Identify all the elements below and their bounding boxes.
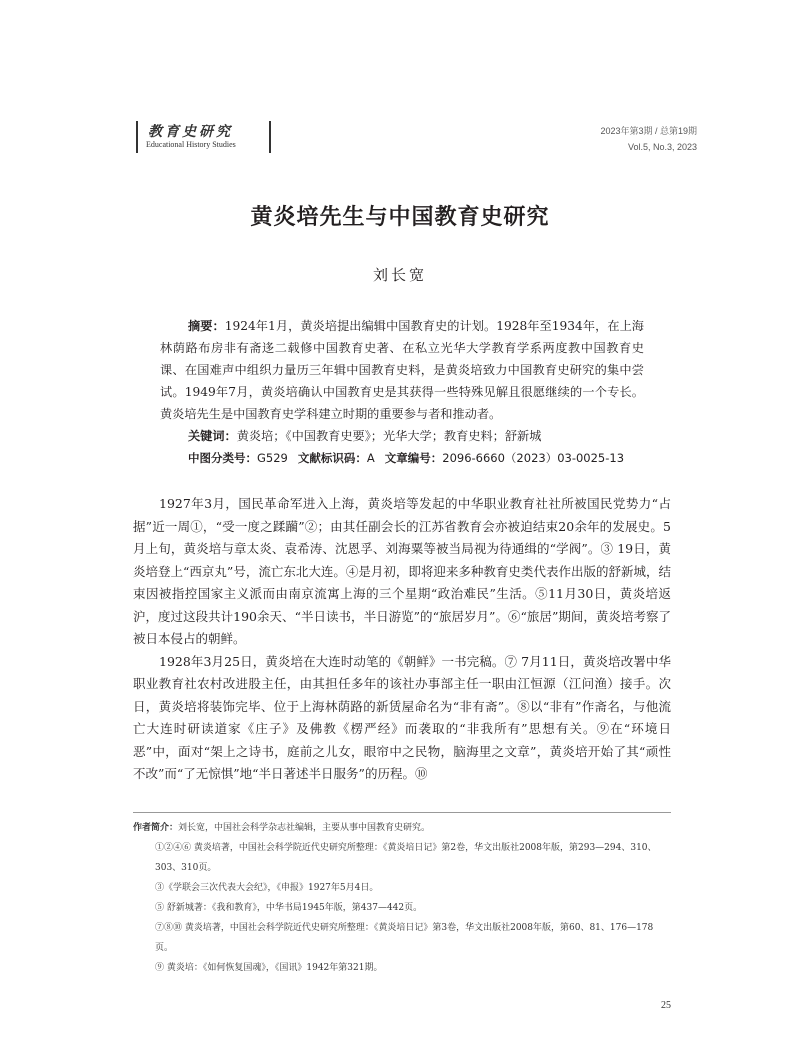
body-paragraph: 1927年3月，国民革命军进入上海，黄炎培等发起的中华职业教育社社所被国民党势力“占据”近一周①，“受一度之蹂躏”②；由其任副会长的江苏省教育会亦被迫结束20余年的发展史。5月上旬，黄炎培与章太炎、袁希涛、沈恩孚、刘海粟等被当局视为待通缉的“学阀”。③ 19日，黄炎培登上“西京丸”号，流亡东北大连。④是月初，即将迎来多种教育史类代表作出版的舒新城，结束因被指控国家主义派而由南京流寓上海的三个星期“政治难民”生活。⑤11月30日，黄炎培返沪，度过这段共计190余天、“半日读书，半日游览”的“旅居岁月”。⑥“旅居”期间，黄炎培考察了被日本侵占的朝鲜。 — [133, 496, 671, 646]
clc-value: G529 — [257, 451, 288, 465]
doc-code-label: 文献标识码： — [297, 451, 367, 465]
journal-title-cn: 教育史研究 — [148, 124, 233, 140]
abstract-label: 摘要： — [188, 319, 225, 333]
clc-label: 中图分类号： — [188, 451, 257, 465]
article-no-label: 文章编号： — [384, 451, 443, 465]
doc-code-value: A — [366, 451, 375, 465]
footnote-divider — [133, 812, 671, 813]
issue-info-cn: 2023年第3期 / 总第19期 — [600, 126, 697, 136]
footnote-item: ⑤ 舒新城著：《我和教育》，中华书局1945年版，第437—442页。 — [155, 903, 423, 913]
masthead-left-rule — [136, 121, 138, 153]
keywords-line — [160, 425, 644, 447]
keywords-text: 黄炎培；《中国教育史要》；光华大学；教育史料；舒新城 — [236, 429, 542, 443]
page-number: 25 — [661, 1000, 671, 1011]
article-author: 刘长宽 — [372, 266, 427, 284]
journal-masthead — [136, 121, 276, 153]
footnote-item: ⑨ 黄炎培：《如何恢复国魂》，《国讯》1942年第321期。 — [155, 963, 383, 973]
abstract-paragraph — [160, 315, 644, 425]
issue-info-en: Vol.5, No.3, 2023 — [627, 142, 697, 152]
article-body — [133, 493, 671, 786]
abstract-block — [160, 315, 644, 469]
footnote-item: ①②④⑥ 黄炎培著，中国社会科学院近代史研究所整理：《黄炎培日记》第2卷，华文出版社2008年版，第293—294、310、303、310页。 — [155, 843, 657, 873]
author-note-text: 刘长宽，中国社会科学杂志社编辑，主要从事中国教育史研究。 — [178, 823, 431, 833]
author-note — [133, 818, 671, 838]
footnote-item: ⑦⑧⑩ 黄炎培著，中国社会科学院近代史研究所整理：《黄炎培日记》第3卷，华文出版社2008年版，第60、81、176—178页。 — [155, 923, 654, 953]
classification-line — [160, 447, 644, 469]
keywords-label: 关键词： — [188, 429, 237, 443]
body-paragraph: 1928年3月25日，黄炎培在大连时动笔的《朝鲜》一书完稿。⑦ 7月11日，黄炎培改署中华职业教育社农村改进股主任，由其担任多年的该社办事部主任一职由江恒源（江问渔）接手。次日，黄炎培将装饰完毕、位于上海林荫路的新赁屋命名为“非有斋”。⑧以“非有”作斋名，与他流亡大连时研读道家《庄子》及佛教《楞严经》而袭取的“非我所有”思想有关。⑨在“环境日恶”中，面对“架上之诗书，庭前之儿女，眼帘中之民物，脑海里之文章”，黄炎培开始了其“顽性不改”而“了无惊惧”地“半日著述半日服务”的历程。⑩ — [133, 653, 671, 781]
masthead-right-rule — [269, 121, 271, 153]
issue-info — [600, 123, 697, 155]
author-note-label: 作者简介： — [133, 823, 179, 833]
article-no-value: 2096-6660（2023）03-0025-13 — [442, 451, 625, 465]
journal-title-en: Educational History Studies — [146, 140, 236, 149]
abstract-text: 1924年1月，黄炎培提出编辑中国教育史的计划。1928年至1934年，在上海林荫路布房非有斋迻二载修中国教育史著、在私立光华大学教育学系两度教中国教育史课、在国难声中组织力量历三年辑中国教育史料，是黄炎培致力中国教育史研究的集中尝试。1949年7月，黄炎培确认中国教育史是其获得一些特殊见解且很愿继续的一个专长。黄炎培先生是中国教育史学科建立时期的重要参与者和推动者。 — [160, 319, 644, 421]
footnotes — [133, 818, 671, 978]
article-title: 黄炎培先生与中国教育史研究 — [250, 205, 550, 230]
footnote-item: ③《学联会三次代表大会纪》，《申报》1927年5月4日。 — [155, 883, 379, 893]
